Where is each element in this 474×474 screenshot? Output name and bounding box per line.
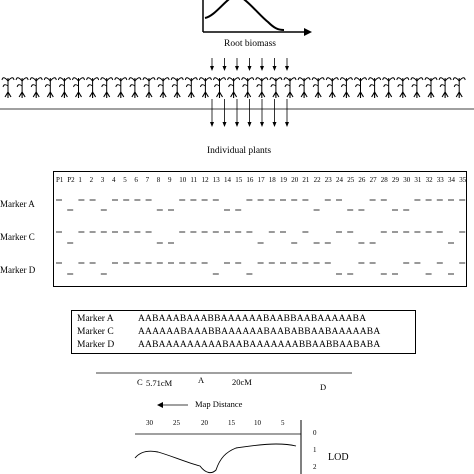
plant-icon (171, 78, 183, 98)
plant-icon (270, 78, 282, 98)
plant-icon (16, 78, 28, 98)
lod-x-tick: 10 (254, 419, 261, 427)
down-arrowhead (248, 122, 252, 127)
gel-column-header: 3 (100, 176, 105, 184)
plant-leaf (157, 78, 163, 81)
plant-icon (453, 78, 465, 98)
plant-leaf (191, 78, 197, 81)
root-biomass-label: Root biomass (224, 39, 276, 49)
plant-icon (242, 78, 254, 98)
map-distance-label: Map Distance (195, 399, 243, 409)
plant-leaf (370, 85, 375, 87)
plant-leaf (158, 85, 163, 87)
plant-leaf (143, 78, 149, 81)
plant-roots (160, 92, 166, 98)
lod-x-tick: 5 (281, 419, 285, 427)
individual-plants-label: Individual plants (207, 146, 272, 156)
plant-leaf (102, 85, 107, 87)
plant-leaf (439, 78, 445, 81)
plant-leaf (58, 78, 64, 81)
gel-column-header: 13 (212, 176, 220, 184)
plant-leaf (74, 85, 79, 87)
plant-leaf (326, 78, 332, 81)
genotype-row-name: Marker A (77, 314, 114, 324)
plant-leaf (172, 85, 177, 87)
down-arrowhead (260, 122, 264, 127)
plant-leaf (398, 85, 403, 87)
plant-roots (301, 92, 307, 98)
plant-roots (245, 92, 251, 98)
plant-leaf (304, 78, 310, 81)
plant-roots (188, 92, 194, 98)
plant-roots (90, 92, 96, 98)
plant-leaf (199, 78, 205, 81)
plant-leaf (445, 78, 451, 81)
map-distance-arrowhead (157, 402, 163, 408)
plant-roots (19, 92, 25, 98)
plant-leaf (327, 85, 332, 87)
marker-d-label: Marker D (0, 265, 36, 275)
gel-column-header: 14 (224, 176, 231, 184)
lod-x-tick: 15 (228, 419, 235, 427)
lod-axis-label: LOD (328, 452, 349, 463)
gel-column-header: 1 (78, 176, 82, 184)
plant-roots (202, 92, 208, 98)
gel-panel (53, 171, 467, 287)
plant-icon (397, 78, 409, 98)
plant-icon (383, 78, 395, 98)
plant-icon (340, 78, 352, 98)
gel-column-header: 26 (358, 176, 366, 184)
gel-column-header: 7 (145, 176, 150, 184)
plant-roots (273, 92, 279, 98)
down-arrowhead (235, 66, 239, 71)
plant-leaf (459, 78, 465, 81)
lod-x-tick: 30 (146, 419, 153, 427)
gel-column-header: 16 (246, 176, 254, 184)
plant-icon (369, 78, 381, 98)
plant-leaf (214, 78, 220, 81)
lod-x-tick: 25 (173, 419, 180, 427)
plant-leaf (257, 85, 262, 87)
plant-leaf (313, 85, 318, 87)
lod-curve (135, 444, 296, 473)
plant-roots (358, 92, 364, 98)
plant-leaf (332, 78, 338, 81)
gel-column-header: 28 (380, 176, 388, 184)
plant-icon (44, 78, 56, 98)
plant-leaf (121, 78, 127, 81)
plant-leaf (144, 85, 149, 87)
plant-leaf (2, 78, 8, 81)
plant-leaf (389, 78, 395, 81)
gel-column-header: 15 (235, 176, 243, 184)
plant-leaf (425, 78, 431, 81)
plant-leaf (73, 78, 79, 81)
gel-column-header: 30 (403, 176, 411, 184)
plant-leaf (454, 85, 459, 87)
plant-leaf (411, 78, 417, 81)
plant-leaf (205, 78, 211, 81)
plant-leaf (355, 78, 361, 81)
plant-roots (414, 92, 420, 98)
plant-leaf (299, 85, 304, 87)
plant-leaf (59, 85, 64, 87)
plant-leaf (200, 85, 205, 87)
gel-column-header: 33 (436, 176, 444, 184)
lod-x-tick: 20 (201, 419, 208, 427)
plant-icon (2, 78, 14, 98)
plant-leaf (440, 85, 445, 87)
plant-icon (326, 78, 338, 98)
down-arrowhead (248, 66, 252, 71)
plant-leaf (44, 78, 50, 81)
plant-leaf (270, 78, 276, 81)
plant-roots (428, 92, 434, 98)
marker-a-position: A (198, 375, 205, 385)
plant-roots (329, 92, 335, 98)
plant-leaf (135, 78, 141, 81)
gel-column-header: 29 (392, 176, 399, 184)
gel-column-header: 19 (280, 176, 287, 184)
plant-leaf (375, 78, 381, 81)
plant-leaf (228, 78, 234, 81)
distance-a-d: 20cM (232, 377, 252, 387)
plant-leaf (356, 85, 361, 87)
plant-leaf (115, 78, 121, 81)
genotype-row-name: Marker C (77, 327, 114, 337)
plant-leaf (171, 78, 177, 81)
down-arrowhead (235, 122, 239, 127)
gel-column-header: 31 (414, 176, 422, 184)
plant-leaf (242, 78, 248, 81)
plant-leaf (149, 78, 155, 81)
plant-icon (185, 78, 197, 98)
phenotype-arrows (210, 58, 289, 71)
plant-leaf (426, 85, 431, 87)
plant-leaf (185, 78, 191, 81)
plant-roots (132, 92, 138, 98)
genotype-row-sequence: AAAAAABAAABBAAAAAABAABABBAABAAAAABA (138, 327, 381, 337)
gel-column-header: 32 (425, 176, 433, 184)
plant-leaf (417, 78, 423, 81)
genotype-row-name: Marker D (77, 340, 115, 350)
gel-column-header: 9 (168, 176, 172, 184)
down-arrowhead (285, 122, 289, 127)
marker-c-position: C (137, 377, 143, 387)
lod-y-tick: 2 (313, 463, 317, 471)
plant-icon (298, 78, 310, 98)
plant-leaf (177, 78, 183, 81)
down-arrowhead (210, 122, 214, 127)
plant-leaf (383, 78, 389, 81)
distribution-curve (205, 0, 284, 30)
plant-icon (87, 78, 99, 98)
gel-column-header: 21 (302, 176, 310, 184)
plant-leaf (31, 85, 36, 87)
plant-leaf (234, 78, 240, 81)
plant-leaf (412, 85, 417, 87)
down-arrowhead (273, 66, 277, 71)
plant-leaf (101, 78, 107, 81)
plant-leaf (256, 78, 262, 81)
plant-roots (442, 92, 448, 98)
plant-leaf (8, 78, 14, 81)
plant-roots (287, 92, 293, 98)
plant-leaf (45, 85, 50, 87)
gel-column-header: 12 (201, 176, 209, 184)
distance-c-a: 5.71cM (146, 378, 173, 388)
plant-leaf (88, 85, 93, 87)
plant-leaf (384, 85, 389, 87)
gel-column-header: 5 (123, 176, 127, 184)
plant-icon (355, 78, 367, 98)
gel-column-header: 23 (324, 176, 332, 184)
plant-leaf (93, 78, 99, 81)
plant-roots (61, 92, 67, 98)
root-biomass-distribution (203, 0, 312, 36)
plant-leaf (290, 78, 296, 81)
plant-leaf (403, 78, 409, 81)
plant-leaf (298, 78, 304, 81)
lod-plot (135, 420, 301, 474)
gel-column-header: P2 (67, 176, 75, 184)
plant-roots (104, 92, 110, 98)
plant-roots (47, 92, 53, 98)
plant-icon (411, 78, 423, 98)
plant-leaf (431, 78, 437, 81)
plant-icon (30, 78, 42, 98)
individual-arrows (210, 99, 289, 127)
plant-leaf (453, 78, 459, 81)
plant-leaf (130, 85, 135, 87)
plant-leaf (243, 85, 248, 87)
lod-y-tick: 1 (313, 446, 317, 454)
plant-leaf (107, 78, 113, 81)
plant-leaf (271, 85, 276, 87)
plant-roots (217, 92, 223, 98)
down-arrowhead (223, 66, 227, 71)
gel-column-header: 25 (347, 176, 355, 184)
plant-roots (33, 92, 39, 98)
lod-y-tick: 0 (313, 429, 317, 437)
plant-icon (73, 78, 85, 98)
gel-column-header: 34 (448, 176, 455, 184)
gel-column-header: 18 (268, 176, 276, 184)
plant-leaf (340, 78, 346, 81)
plant-leaf (220, 78, 226, 81)
down-arrowhead (273, 122, 277, 127)
plant-icon (143, 78, 155, 98)
gel-column-header: 4 (112, 176, 116, 184)
plant-row (2, 78, 465, 98)
plant-roots (315, 92, 321, 98)
genotype-row-sequence: AABAAABAAABBAAAAAABAABBAABAAAAABA (138, 314, 367, 324)
plant-roots (5, 92, 11, 98)
plant-leaf (318, 78, 324, 81)
plant-leaf (312, 78, 318, 81)
gel-column-header: 20 (291, 176, 299, 184)
plant-leaf (248, 78, 254, 81)
plant-icon (312, 78, 324, 98)
gel-column-header: 27 (369, 176, 377, 184)
plant-leaf (341, 85, 346, 87)
plant-leaf (16, 78, 22, 81)
plant-roots (76, 92, 82, 98)
gel-column-header: 8 (156, 176, 161, 184)
plant-leaf (30, 78, 36, 81)
plant-leaf (285, 85, 290, 87)
plant-icon (439, 78, 451, 98)
plant-roots (231, 92, 237, 98)
plant-roots (400, 92, 406, 98)
plant-leaf (397, 78, 403, 81)
plant-leaf (79, 78, 85, 81)
genotype-row-sequence: AABAAAAAAAAABAABAAAAAAABBAABBAABABA (138, 340, 381, 350)
plant-leaf (116, 85, 121, 87)
down-arrowhead (210, 66, 214, 71)
plant-leaf (284, 78, 290, 81)
gel-column-header: 2 (89, 176, 94, 184)
plant-icon (129, 78, 141, 98)
gel-column-header: 10 (179, 176, 187, 184)
plant-icon (425, 78, 437, 98)
plant-leaf (262, 78, 268, 81)
plant-leaf (276, 78, 282, 81)
plant-icon (256, 78, 268, 98)
gel-column-header: 24 (336, 176, 343, 184)
genotype-row (77, 341, 380, 351)
marker-a-label: Marker A (0, 199, 35, 209)
plant-leaf (17, 85, 22, 87)
marker-c-label: Marker C (0, 232, 35, 242)
plant-leaf (163, 78, 169, 81)
gel-column-header: 22 (313, 176, 321, 184)
plant-leaf (361, 78, 367, 81)
plant-leaf (36, 78, 42, 81)
plant-roots (343, 92, 349, 98)
plant-leaf (3, 85, 8, 87)
plant-leaf (50, 78, 56, 81)
plant-icon (58, 78, 70, 98)
plant-icon (157, 78, 169, 98)
down-arrowhead (260, 66, 264, 71)
plant-icon (214, 78, 226, 98)
plant-icon (199, 78, 211, 98)
gel-column-header: 35 (459, 176, 467, 184)
plant-icon (284, 78, 296, 98)
marker-d-position: D (320, 382, 327, 392)
plant-roots (372, 92, 378, 98)
plant-icon (101, 78, 113, 98)
plant-leaf (22, 78, 28, 81)
plant-leaf (87, 78, 93, 81)
gel-column-header: 6 (134, 176, 138, 184)
plant-leaf (346, 78, 352, 81)
genotype-row (77, 315, 366, 325)
down-arrowhead (223, 122, 227, 127)
plant-roots (146, 92, 152, 98)
genotype-table (71, 310, 416, 354)
plant-icon (115, 78, 127, 98)
gel-column-header: 17 (257, 176, 265, 184)
plant-roots (259, 92, 265, 98)
gel-column-header: P1 (56, 176, 64, 184)
plant-leaf (369, 78, 375, 81)
plant-roots (456, 92, 462, 98)
plant-roots (386, 92, 392, 98)
gel-column-header: 11 (190, 176, 198, 184)
plant-leaf (129, 78, 135, 81)
down-arrowhead (285, 66, 289, 71)
plant-leaf (186, 85, 191, 87)
plant-leaf (215, 85, 220, 87)
x-axis-arrowhead (304, 28, 312, 36)
plant-leaf (229, 85, 234, 87)
plant-icon (228, 78, 240, 98)
plant-roots (118, 92, 124, 98)
genotype-row (77, 328, 380, 338)
plant-roots (174, 92, 180, 98)
plant-leaf (64, 78, 70, 81)
